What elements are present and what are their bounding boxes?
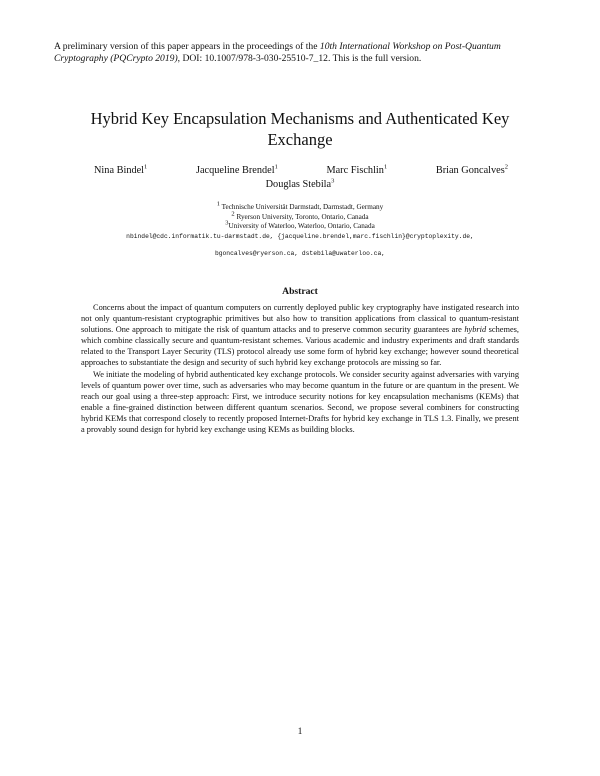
author: Marc Fischlin$^1$ bbox=[326, 163, 388, 176]
publication-note bbox=[54, 41, 549, 66]
author: Douglas Stebila$^3$ bbox=[265, 177, 335, 190]
email-line: bgoncalves@ryerson.ca, dstebila@uwaterloo.ca, bbox=[214, 249, 386, 257]
author: Jacqueline Brendel$^1$ bbox=[195, 163, 278, 176]
affiliation: $^3$University of Waterloo, Waterloo, Ontario, Canada bbox=[225, 219, 375, 231]
paper-title: Hybrid Key Encapsulation Mechanisms and Authenticated Key Exchange bbox=[90, 109, 510, 149]
abstract-body bbox=[81, 302, 519, 435]
author: Nina Bindel$^1$ bbox=[94, 163, 148, 176]
note-doi: , DOI: 10.1007/978-3-030-25510-7_12. This is the full version. bbox=[177, 53, 422, 65]
note-venue: 10th International Workshop on Post-Quantum Cryptography (PQCrypto 2019) bbox=[54, 41, 501, 65]
abstract-paragraph: We initiate the modeling of hybrid authenticated key exchange protocols. We consider security against adversaries with varying levels of quantum power over time, such as adversaries who may become quantum in the future or are quantum in the present. We reach our goal using a three-step approach: First, we introduce security notions for key encapsulation mechanisms (KEMs) that enable a fine-grained distinction between different quantum scenarios. Second, we propose several combiners for constructing hybrid KEMs that correspond closely to recently proposed Internet-Drafts for hybrid key exchange in TLS 1.3. Finally, we present a provably sound design for hybrid key exchange using KEMs as building blocks. bbox=[81, 369, 519, 435]
affiliation: $^2$ Ryerson University, Toronto, Ontario, Canada bbox=[231, 210, 369, 221]
email-line: nbindel@cdc.informatik.tu-darmstadt.de, {jacqueline.brendel,marc.fischlin}@cryptoplexity.de, bbox=[126, 233, 474, 240]
abstract-heading: Abstract bbox=[282, 286, 318, 297]
author: Brian Goncalves$^2$ bbox=[435, 163, 508, 176]
affiliation: $^1$ Technische Universität Darmstadt, Darmstadt, Germany bbox=[216, 200, 384, 211]
abstract-paragraph: Concerns about the impact of quantum computers on currently deployed public key cryptography have instigated research into not only quantum-resistant cryptographic primitives but also how to transition applications from classical to quantum-resistant solutions. One approach to mitigate the risk of quantum attacks and to preserve common security guarantees are hybrid schemes, which combine classically secure and quantum-resistant schemes. Various academic and industry experiments and draft standards related to the Transport Layer Security (TLS) protocol already use some form of hybrid key exchange; however sound theoretical approaches to substantiate the design and security of such hybrid key exchange protocols are missing so far. bbox=[81, 303, 519, 368]
page-number: 1 bbox=[297, 726, 303, 737]
note-text: A preliminary version of this paper appears in the proceedings of the bbox=[54, 41, 320, 52]
author-list bbox=[60, 164, 540, 192]
affiliations bbox=[60, 200, 540, 232]
author-emails bbox=[60, 232, 540, 258]
